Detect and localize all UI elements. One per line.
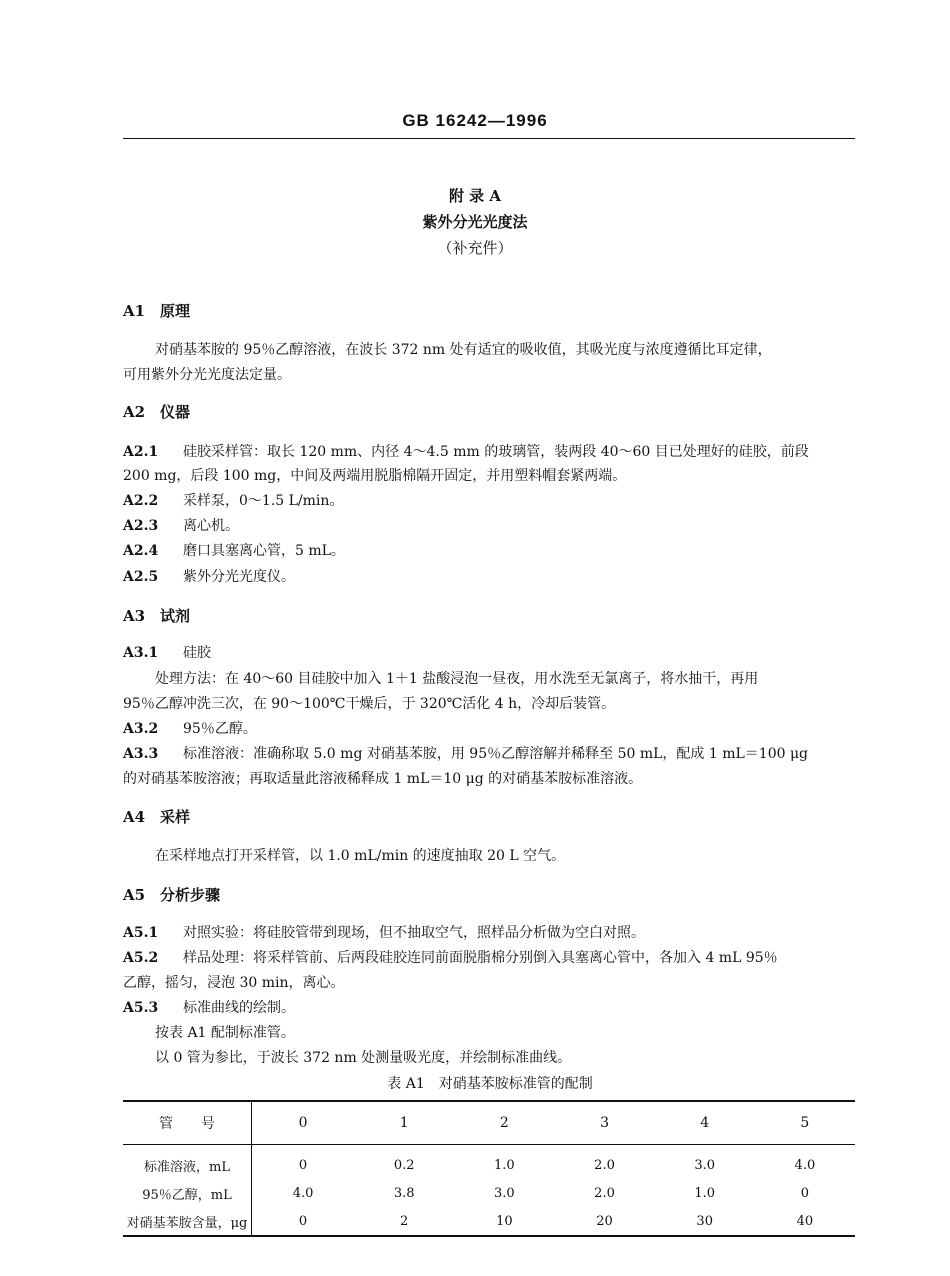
- table-header-cell: 3: [554, 1101, 654, 1145]
- clause-a2-1: [123, 441, 809, 461]
- clause-a3-3: [123, 743, 808, 763]
- section-number: A1: [123, 302, 146, 320]
- paragraph: 的对硝基苯胺溶液；再取适量此溶液稀释成 1 mL＝10 μg 的对硝基苯胺标准溶液。: [123, 771, 643, 787]
- paragraph: 可用紫外分光光度法定量。: [123, 367, 291, 383]
- paragraph: 按表 A1 配制标准管。: [155, 1025, 295, 1041]
- section-number: A2: [123, 403, 146, 421]
- standard-number-header: GB 16242—1996: [402, 111, 548, 130]
- section-title: 原理: [160, 302, 191, 320]
- paragraph: 95％乙醇冲洗三次，在 90～100℃干燥后，于 320℃活化 4 h，冷却后装管。: [123, 696, 616, 712]
- clause-number: A3.1: [123, 645, 159, 661]
- section-a4-heading: [123, 806, 190, 827]
- table-header-cell: 4: [655, 1101, 755, 1145]
- clause-a2-3: [123, 515, 239, 535]
- clause-text: 采样泵，0～1.5 L/min。: [183, 493, 344, 509]
- clause-text: 标准曲线的绘制。: [183, 1000, 295, 1016]
- table-cell: 0.2: [393, 1157, 415, 1173]
- clause-a2-2: [123, 490, 343, 510]
- appendix-note: （补充件）: [437, 239, 513, 257]
- clause-text: 标准溶液：准确称取 5.0 mg 对硝基苯胺，用 95％乙醇溶解并稀释至 50 mL，配成 1 mL＝100 μg: [183, 746, 809, 762]
- paragraph: 对硝基苯胺的 95％乙醇溶液，在波长 372 nm 处有适宜的吸收值，其吸光度与浓度遵循比耳定律，: [155, 342, 772, 358]
- section-number: A5: [123, 886, 146, 904]
- table-cell: 0: [252, 1207, 355, 1236]
- table-header-cell: 1: [354, 1101, 454, 1145]
- clause-text: 离心机。: [183, 518, 239, 534]
- section-title: 试剂: [160, 607, 191, 625]
- clause-number: A3.2: [123, 721, 159, 737]
- table-cell: 95％乙醇，mL: [123, 1179, 252, 1207]
- table-row: [123, 1179, 855, 1207]
- table-cell: 对硝基苯胺含量，μg: [123, 1207, 252, 1236]
- clause-text: 硅胶: [183, 645, 211, 661]
- section-number: A3: [123, 607, 146, 625]
- table-cell: 20: [554, 1207, 654, 1236]
- section-title: 采样: [160, 808, 191, 826]
- clause-number: A2.4: [123, 543, 159, 559]
- table-header-row: [123, 1101, 855, 1145]
- table-cell: 1.0: [494, 1157, 515, 1173]
- paragraph: 在采样地点打开采样管，以 1.0 mL/min 的速度抽取 20 L 空气。: [155, 848, 566, 864]
- section-title: 分析步骤: [160, 886, 221, 904]
- table-cell: 30: [655, 1207, 755, 1236]
- clause-text: 硅胶采样管：取长 120 mm、内径 4～4.5 mm 的玻璃管，装两段 40～60 目已处理好的硅胶，前段: [183, 444, 809, 460]
- clause-text: 磨口具塞离心管，5 mL。: [183, 543, 345, 559]
- appendix-title: 附 录 A: [448, 187, 502, 205]
- table-row: [123, 1145, 855, 1180]
- clause-number: A5.3: [123, 1000, 159, 1016]
- clause-number: A2.5: [123, 569, 159, 585]
- table-row: [123, 1207, 855, 1236]
- table-header-cell: 管 号: [123, 1101, 252, 1145]
- clause-a2-4: [123, 540, 345, 560]
- paragraph: 以 0 管为参比，于波长 372 nm 处测量吸光度，并绘制标准曲线。: [155, 1050, 572, 1066]
- clause-text: 对照实验：将硅胶管带到现场，但不抽取空气，照样品分析做为空白对照。: [183, 925, 645, 941]
- table-cell: 40: [755, 1207, 855, 1236]
- table-header-cell: 5: [755, 1101, 855, 1145]
- table-cell: 3.8: [393, 1185, 415, 1201]
- clause-text: 紫外分光光度仪。: [183, 569, 295, 585]
- table-cell: 3.0: [694, 1157, 716, 1173]
- standard-tube-table: [123, 1100, 855, 1237]
- table-header-cell: 0: [252, 1101, 355, 1145]
- table-header-cell: 2: [454, 1101, 554, 1145]
- section-a5-heading: [123, 884, 220, 905]
- table-cell: 10: [454, 1207, 554, 1236]
- clause-text: 95％乙醇。: [183, 721, 257, 737]
- paragraph: 乙醇，摇匀，浸泡 30 min，离心。: [123, 975, 345, 991]
- clause-text: 样品处理：将采样管前、后两段硅胶连同前面脱脂棉分别倒入具塞离心管中，各加入 4 mL 95％: [183, 950, 778, 966]
- table-cell: 4.0: [794, 1157, 816, 1173]
- clause-a5-1: [123, 922, 645, 942]
- clause-number: A5.1: [123, 925, 159, 941]
- table-cell: 1.0: [694, 1185, 716, 1201]
- section-title: 仪器: [160, 403, 191, 421]
- clause-number: A3.3: [123, 746, 159, 762]
- table-cell: 0: [298, 1157, 308, 1173]
- table-caption: 表 A1 对硝基苯胺标准管的配制: [387, 1076, 593, 1092]
- clause-a2-5: [123, 566, 295, 586]
- table-cell: 2.0: [594, 1185, 615, 1201]
- section-a2-heading: [123, 401, 190, 422]
- clause-a3-1: [123, 642, 211, 662]
- paragraph: 处理方法：在 40～60 目硅胶中加入 1＋1 盐酸浸泡一昼夜，用水洗至无氯离子，将水抽干，再用: [155, 671, 759, 687]
- clause-a3-2: [123, 718, 257, 738]
- section-a3-heading: [123, 605, 190, 626]
- clause-a5-2: [123, 947, 778, 967]
- paragraph: 200 mg，后段 100 mg，中间及两端用脱脂棉隔开固定，并用塑料帽套紧两端。: [123, 468, 627, 484]
- table-cell: 标准溶液，mL: [123, 1145, 252, 1180]
- clause-number: A2.3: [123, 518, 159, 534]
- section-number: A4: [123, 808, 146, 826]
- table-cell: 3.0: [494, 1185, 515, 1201]
- table-cell: 4.0: [292, 1185, 314, 1201]
- clause-a5-3: [123, 997, 295, 1017]
- table-cell: 2.0: [594, 1157, 615, 1173]
- clause-number: A2.2: [123, 493, 159, 509]
- clause-number: A2.1: [123, 444, 159, 460]
- table-cell: 0: [800, 1185, 810, 1201]
- clause-number: A5.2: [123, 950, 159, 966]
- header-rule: [123, 138, 855, 139]
- section-a1-heading: [123, 300, 190, 321]
- appendix-subtitle: 紫外分光光度法: [422, 213, 528, 231]
- table-cell: 2: [354, 1207, 454, 1236]
